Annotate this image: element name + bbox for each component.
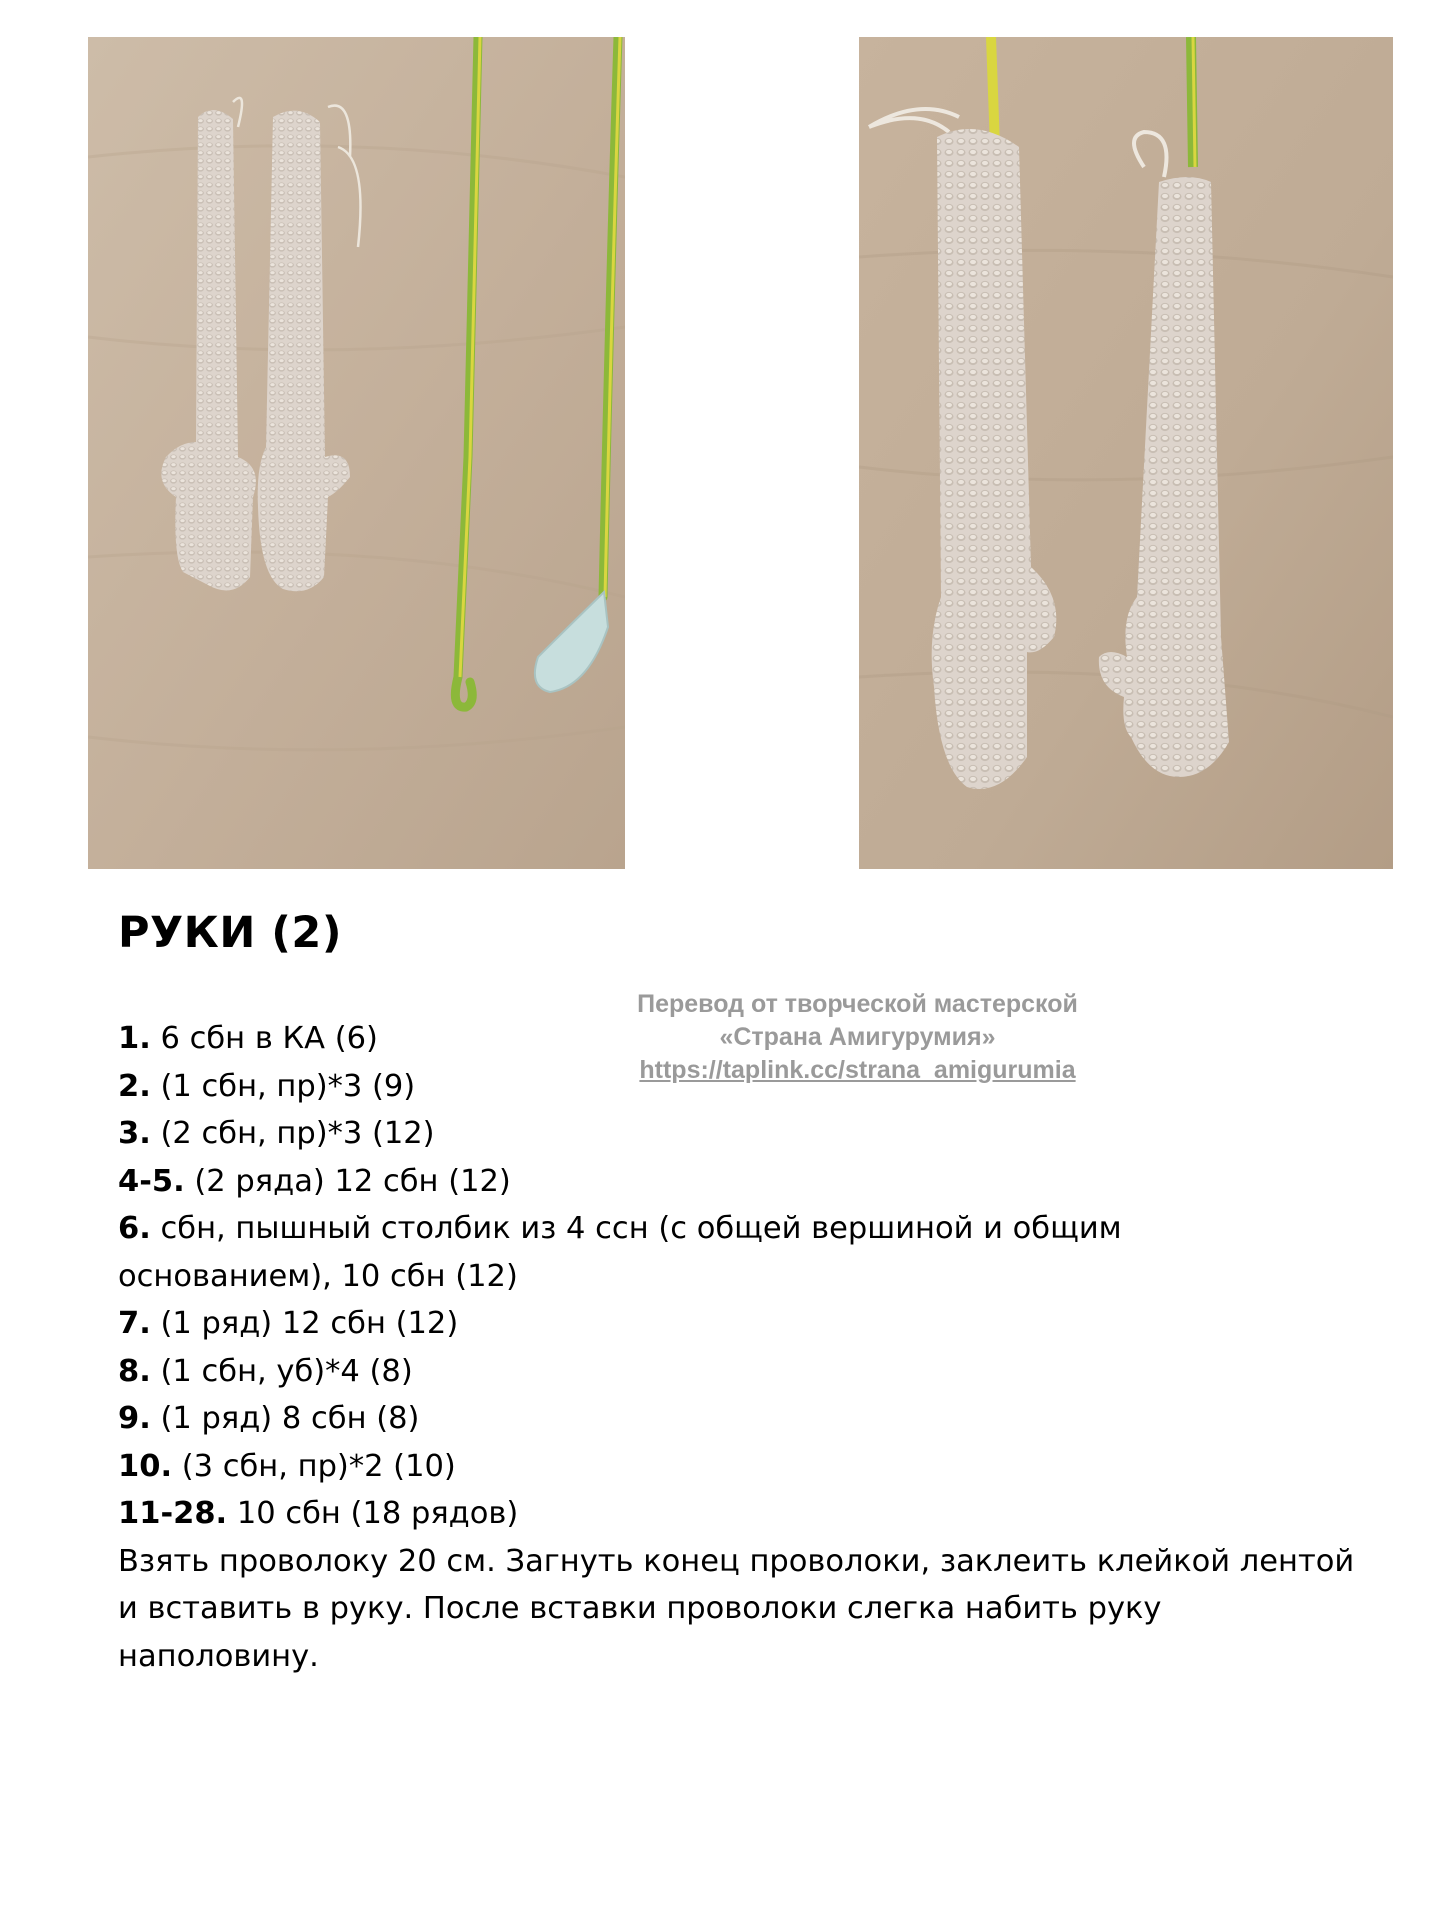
step-number: 11-28. [118,1496,228,1531]
step-number: 2. [118,1068,151,1104]
step-number: 1. [118,1021,151,1056]
step-text: (1 сбн, пр)*3 (9) [150,1068,416,1104]
step-row [118,1110,1368,1158]
step-text: 10 сбн (18 рядов) [227,1496,519,1531]
watermark-line-1: Перевод от творческой мастерской [637,990,1078,1018]
step-text: (1 сбн, уб)*4 (8) [150,1353,413,1389]
step-text: (3 сбн, пр)*2 (10) [172,1448,456,1484]
step-row [118,1158,1368,1206]
step-row [118,1395,1368,1443]
photo-arms-with-wires-image [859,37,1393,869]
step-text: (2 ряда) 12 сбн (12) [184,1163,511,1199]
instructions [118,1015,1368,1680]
watermark-line-2: «Страна Амигурумия» [719,1023,996,1051]
step-text: (1 ряд) 12 сбн (12) [150,1306,459,1341]
step-text: (1 ряд) 8 сбн (8) [150,1401,420,1436]
step-row [118,1063,1368,1111]
step-row [118,1443,1368,1491]
step-number: 3. [118,1116,151,1151]
photo-arms-and-wires-image [88,37,625,869]
photo-arms-and-wires [88,37,625,869]
step-row [118,1490,1368,1538]
step-number: 8. [118,1353,151,1389]
step-number: 6. [118,1211,151,1246]
step-row [118,1300,1368,1348]
step-number: 7. [118,1306,151,1341]
step-number: 9. [118,1401,151,1436]
step-text: 6 сбн в КА (6) [150,1021,378,1056]
photo-arms-with-wires [859,37,1393,869]
wire-note: Взять проволоку 20 см. Загнуть конец проволоки, заклеить клейкой лентой и вставить в руку. После вставки проволоки слегка набить руку наполовину. [118,1543,1355,1674]
step-row-continuation [118,1253,1368,1301]
step-text: (2 сбн, пр)*3 (12) [150,1116,435,1151]
step-text: сбн, пышный столбик из 4 ссн (с общей вершиной и общим [150,1211,1122,1246]
watermark-link[interactable]: https://taplink.cc/strana_amigurumia [639,1056,1076,1084]
step-row [118,1205,1368,1253]
step-text: основанием), 10 сбн (12) [118,1258,518,1294]
page-title: РУКИ (2) [118,908,342,958]
step-number: 10. [118,1448,173,1484]
step-row [118,1015,1368,1063]
step-row [118,1348,1368,1396]
step-number: 4-5. [118,1163,185,1199]
